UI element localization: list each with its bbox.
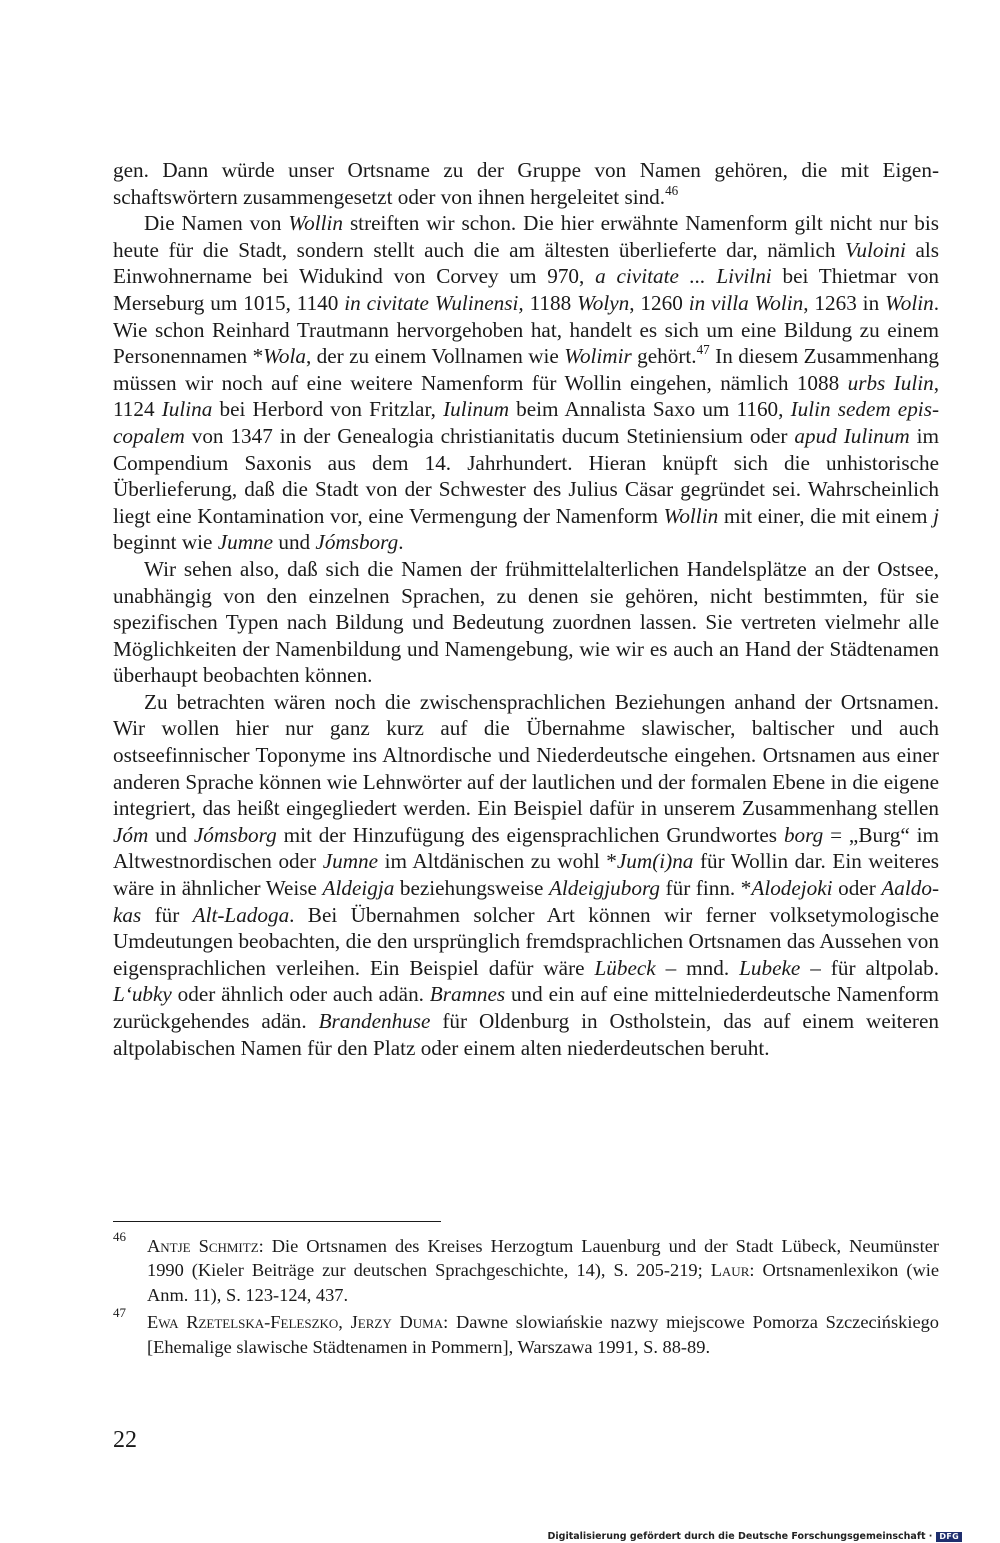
paragraph: [113, 157, 939, 210]
italic-term: Iulin sedem episcopalem: [113, 397, 940, 448]
italic-term: apud Iulinum: [794, 423, 910, 448]
text-run: beim Annalista Saxo um 1160,: [509, 397, 791, 422]
text-run: bei Herbord von Fritzlar,: [212, 397, 444, 422]
italic-term: Wola: [263, 344, 306, 369]
text-run: 1188: [523, 290, 578, 315]
italic-term: Aaldokas: [113, 876, 940, 927]
text-run: im Compendium Saxonis aus dem 14. Jahrhundert. Hieran knüpft sich die unhistorische Überlieferung, daß die Stadt von der Schwester des Julius Cäsar gegründet sei. Wahrscheinlich liegt eine Kontamination vor, eine Vermengung der Namenform: [113, 423, 939, 528]
paragraph: [113, 556, 939, 689]
text-run: und: [148, 822, 194, 847]
text-run: . Wie schon Reinhard Trautmann hervorgehoben hat, handelt es sich um eine Bildung zu einem Personennamen *: [113, 290, 940, 369]
italic-term: Brandenhuse: [318, 1009, 431, 1033]
italic-term: Iulina: [161, 397, 213, 422]
italic-term: Lubeke: [739, 955, 801, 980]
italic-term: Aldeigjuborg: [548, 876, 660, 901]
italic-term: L‘ubky: [113, 982, 172, 1007]
text-run: im Altdänischen zu wohl *: [378, 849, 617, 874]
text-run: beginnt wie: [113, 530, 218, 555]
italic-term: Wollin: [663, 503, 719, 528]
footnote-text: [147, 1312, 939, 1356]
footnote-number: 46: [113, 1229, 126, 1244]
italic-term: a civitate ... Livilni: [595, 264, 772, 289]
footnote: [113, 1305, 939, 1359]
italic-term: Wollin: [288, 211, 343, 236]
text-run: , 1124: [113, 370, 939, 422]
text-run: , 1260: [629, 290, 689, 315]
italic-term: in villa Wolin: [688, 290, 804, 315]
italic-term: Jóm: [113, 822, 149, 847]
italic-term: in civitate Wulinensi,: [344, 290, 524, 315]
text-run: Zu betrachten wären noch die zwischensprachlichen Beziehungen anhand der Ortsnamen. Wir wollen hier nur ganz kurz auf die Übernahme slawischer, baltischer und auch ostseefinnischer Toponyme ins Altnordische und Niederdeutsche eingehen. Ortsnamen aus einer anderen Sprache können wie Lehnwörter auf der lautlichen und der formalen Ebene in die eigene integriert, das heißt eingegliedert werden. Ein Beispiel dafür in unserem Zusammenhang stellen: [113, 689, 939, 821]
footnote-reference: 47: [696, 342, 710, 358]
page-number: 22: [113, 1427, 137, 1453]
italic-term: Jómsborg: [193, 822, 277, 847]
text-run: . Bei Übernahmen solcher Art können wir ferner volksetymologische Umdeutungen beobachten, die den ursprünglich fremdsprachlichen Ortsnamen das Aussehen von eigensprachlichen verleihen. Ein Beispiel dafür wäre: [113, 902, 939, 980]
text-run: – mnd.: [655, 955, 740, 980]
text-run: : Ortsnamenlexikon (wie Anm. 11), S. 123-124, 437.: [147, 1260, 939, 1305]
footnotes: [113, 1229, 939, 1362]
text-run: , der zu einem Vollnamen wie: [305, 344, 565, 369]
italic-term: Jum(i)na: [616, 849, 694, 874]
paragraph: [113, 210, 939, 556]
text-run: bei Thietmar von Merseburg um 1015, 1140: [113, 264, 940, 315]
italic-term: Alt-Ladoga: [192, 902, 290, 927]
italic-term: Lübeck: [594, 955, 656, 980]
text-run: mit einer, die mit einem: [718, 503, 934, 528]
text-run: und: [273, 530, 316, 555]
dfg-logo: DFG: [936, 1532, 962, 1542]
italic-term: Wolin: [885, 290, 934, 315]
main-text: [113, 157, 939, 1061]
text-run: In diesem Zusammenhang müssen wir noch auf eine weitere Namenform für Wollin eingehen, nämlich 1088: [113, 344, 939, 395]
italic-term: borg: [783, 822, 824, 847]
italic-term: Vuloini: [845, 237, 906, 262]
footnote-reference: 46: [665, 182, 679, 198]
text-run: gen. Dann würde unser Ortsname zu der Gruppe von Namen gehören, die mit Eigenschaftswörtern zusammengesetzt oder von ihnen hergeleitet sind.: [113, 158, 939, 209]
text-run: beziehungsweise: [394, 876, 549, 901]
italic-term: Wolyn: [577, 290, 630, 315]
italic-term: Aldeigja: [322, 876, 395, 901]
text-run: von 1347 in der Genealogia christianitatis ducum Stetiniensium oder: [184, 423, 795, 448]
footnote-number: 47: [113, 1305, 126, 1321]
text-run: für Oldenburg in Ostholstein, das auf einem weiteren altpolabischen Namen für den Platz oder einem alten niederdeutschen beruht.: [113, 1009, 939, 1060]
funding-notice: [548, 1531, 962, 1542]
italic-term: Wolimir: [564, 344, 632, 369]
text-run: , 1263 in: [803, 290, 886, 315]
footnote-text: [147, 1236, 939, 1305]
text-run: : Die Ortsnamen des Kreises Herzogtum Lauenburg und der Stadt Lübeck, Neumünster 1990 (Kieler Beiträge zur deutschen Sprachgeschichte, 14), S. 205-219;: [147, 1236, 939, 1281]
italic-term: Jómsborg: [315, 530, 399, 555]
text-run: für finn. *: [660, 876, 752, 901]
footnote: [113, 1229, 939, 1307]
text-run: oder: [832, 876, 882, 901]
text-run: – für altpolab.: [800, 955, 939, 980]
text-run: : Dawne slowiańskie nazwy miejscowe Pomorza Szczecińskiego [Ehemalige slawische Städtenamen in Pommern], Warszawa 1991, S. 88-89.: [147, 1312, 939, 1357]
text-run: für: [141, 902, 193, 927]
text-run: und ein auf eine mittelniederdeutsche Namenform zurückgehendes adän.: [113, 982, 939, 1033]
italic-term: j: [933, 503, 939, 528]
italic-term: Alodejoki: [751, 876, 833, 901]
text-run: Die Namen von: [144, 211, 289, 236]
paragraph: [113, 689, 939, 1061]
text-run: mit der Hinzufügung des eigensprachlichen Grundwortes: [276, 822, 784, 847]
italic-term: urbs Iulin: [847, 370, 934, 395]
text-run: Wir sehen also, daß sich die Namen der frühmittelalterlichen Handelsplätze an der Ostsee, unabhängig von den einzelnen Sprachen, zu denen sie gehören, nicht bestimmten, für sie spezifischen Typen nach Bildung und Bedeutung zuordnen lassen. Sie vertreten vielmehr alle Möglichkeiten der Namenbildung und Namengebung, wie wir es auch an Hand der Städtenamen überhaupt beobachten können.: [113, 556, 939, 688]
footnote-separator: [113, 1221, 441, 1222]
italic-term: Iulinum: [443, 397, 510, 422]
italic-term: Jumne: [217, 530, 274, 555]
text-run: als Einwohnername bei Widukind von Corvey um 970,: [113, 237, 939, 289]
text-run: für Wollin dar. Ein weiteres wäre in ähnlicher Weise: [113, 849, 939, 901]
author-name: Ewa Rzetelska-Feleszko, Jerzy Duma: [147, 1312, 444, 1333]
italic-term: Bramnes: [429, 982, 506, 1007]
funding-text: Digitalisierung gefördert durch die Deutsche Forschungsgemeinschaft ·: [547, 1531, 933, 1542]
text-run: streiften wir schon. Die hier erwähnte Namenform gilt nicht nur bis heute für die Stadt, sondern stellt auch die am ältesten überlieferte dar, nämlich: [113, 211, 939, 262]
text-run: .: [398, 530, 404, 555]
text-run: = „Burg“ im Altwestnordischen oder: [113, 822, 940, 874]
text-run: gehört.: [631, 344, 697, 369]
text-run: oder ähnlich oder auch adän.: [171, 982, 430, 1007]
author-name: Antje Schmitz: [147, 1236, 259, 1256]
author-name: Laur: [710, 1260, 750, 1281]
italic-term: Jumne: [322, 849, 378, 874]
